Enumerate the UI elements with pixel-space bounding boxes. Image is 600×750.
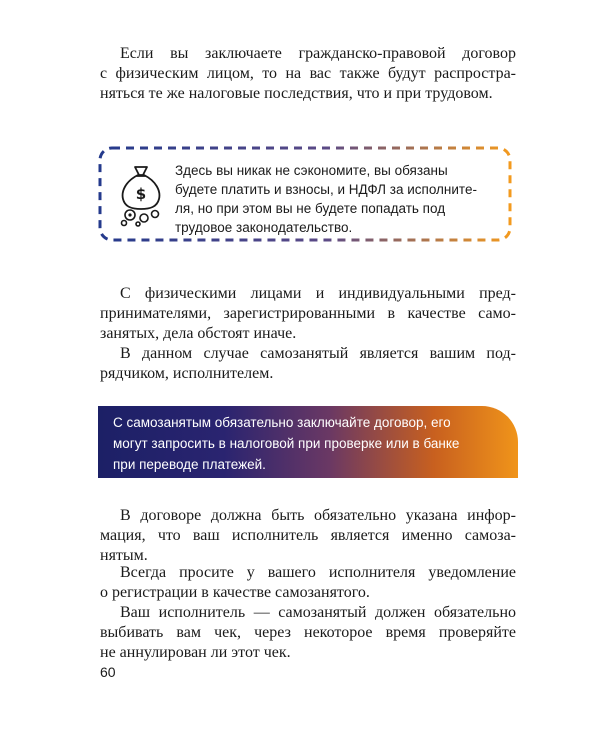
notice-line-3: ля, но при этом вы не будете попадать под (175, 201, 446, 216)
paragraph-5 (100, 563, 516, 603)
page-number: 60 (100, 664, 116, 680)
notice-text (175, 161, 495, 237)
paragraph-2-line-3: занятых, дела обстоят иначе. (100, 325, 297, 342)
svg-text:$: $ (135, 185, 147, 203)
paragraph-1 (100, 44, 516, 104)
paragraph-1-line-2: с физическим лицом, то на вас также будут распростра- (100, 65, 516, 82)
paragraph-6-line-3: не аннулирован ли этот чек. (100, 644, 291, 661)
paragraph-2-line-1: С физическими лицами и индивидуальными пред- (120, 285, 516, 302)
paragraph-4-line-1: В договоре должна быть обязательно указана инфор- (120, 507, 516, 524)
paragraph-3-line-2: рядчиком, исполнителем. (100, 365, 274, 382)
paragraph-5-line-2: о регистрации в качестве самозанятого. (100, 584, 370, 601)
paragraph-4-line-3: нятым. (100, 547, 148, 564)
paragraph-2-line-2: принимателями, зарегистрированными в качестве само- (100, 305, 516, 322)
paragraph-3 (100, 344, 516, 384)
paragraph-3-line-1: В данном случае самозанятый является вашим под- (120, 345, 516, 362)
paragraph-5-line-1: Всегда просите у вашего исполнителя уведомление (120, 564, 516, 581)
paragraph-6-line-2: выбивать вам чек, через некоторое время проверяйте (100, 624, 516, 641)
banner-line-1: С самозанятым обязательно заключайте договор, его (113, 415, 451, 430)
paragraph-4 (100, 506, 516, 566)
paragraph-1-line-1: Если вы заключаете гражданско-правовой договор (120, 45, 516, 62)
paragraph-1-line-3: няться те же налоговые последствия, что и при трудовом. (100, 85, 493, 102)
banner-line-3: при переводе платежей. (113, 457, 266, 472)
paragraph-2 (100, 284, 516, 344)
notice-line-1: Здесь вы никак не сэкономите, вы обязаны (175, 163, 448, 178)
paragraph-4-line-2: мация, что ваш исполнитель является именно самоза- (100, 527, 516, 544)
notice-line-2: будете платить и взносы, и НДФЛ за исполните- (175, 182, 477, 197)
notice-line-4: трудовое законодательство. (175, 220, 353, 235)
paragraph-6-line-1: Ваш исполнитель — самозанятый должен обязательно (120, 604, 516, 621)
paragraph-6 (100, 603, 516, 663)
money-bag-coins-icon (118, 163, 164, 227)
banner-line-2: могут запросить в налоговой при проверке или в банке (113, 436, 460, 451)
banner-text (113, 412, 493, 475)
